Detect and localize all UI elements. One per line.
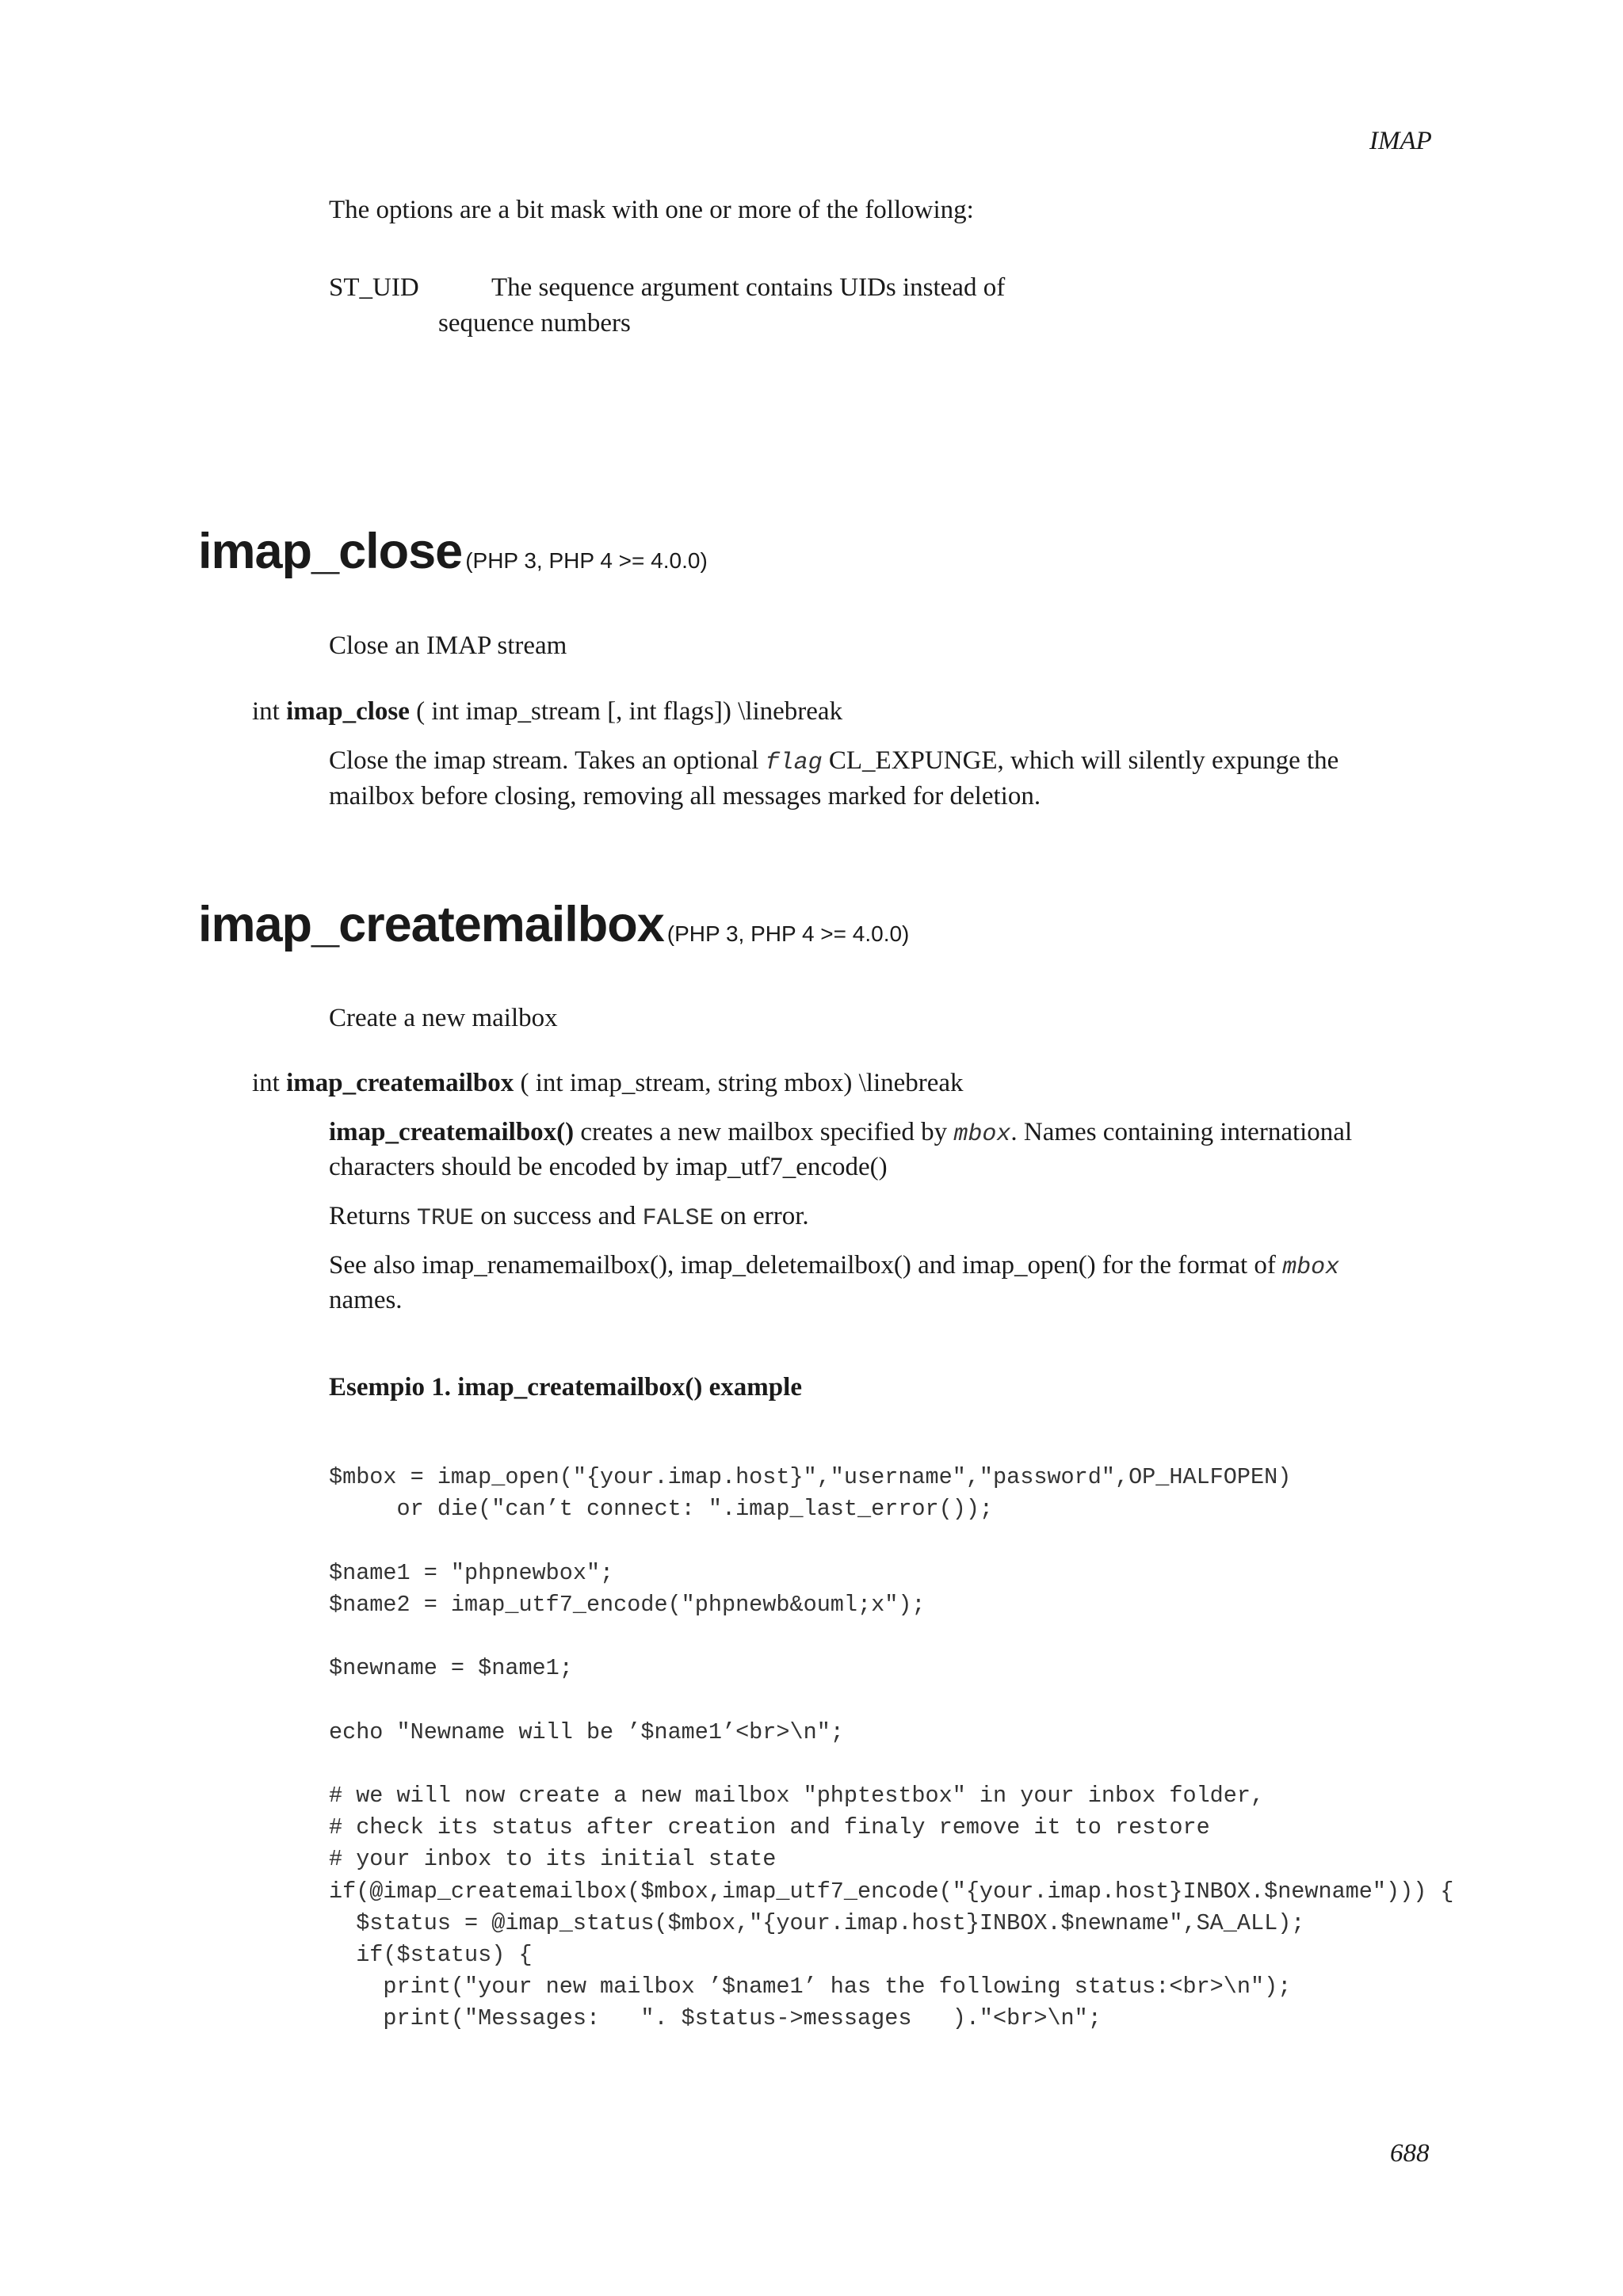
function-description (329, 1118, 1352, 1148)
code-line (329, 1749, 1454, 1780)
imap-close-heading (198, 523, 708, 580)
code-line: print("Messages: ". $status->messages )."<br>\n"; (329, 2005, 1102, 2032)
function-description (329, 746, 1338, 776)
option-description: The sequence argument contains UIDs instead of (491, 273, 1006, 302)
see-also (329, 1251, 1339, 1281)
param-name: mbox (953, 1121, 1011, 1148)
return-values (329, 1202, 809, 1232)
returns-text: Returns (329, 1202, 411, 1230)
running-header: IMAP (1369, 127, 1432, 155)
return-type: int (252, 1069, 280, 1097)
returns-text: on error. (720, 1202, 809, 1230)
desc-text: Close the imap stream. Takes an optional (329, 746, 759, 775)
synopsis-function-name: imap_createmailbox (286, 1069, 514, 1097)
function-description-cont: mailbox before closing, removing all messages marked for deletion. (329, 782, 1041, 810)
code-line: if(@imap_createmailbox($mbox,imap_utf7_encode("{your.imap.host}INBOX.$newname"))) { (329, 1878, 1454, 1905)
code-line: # your inbox to its initial state (329, 1846, 777, 1873)
code-example (329, 1462, 1454, 2035)
code-line: $name2 = imap_utf7_encode("phpnewb&ouml;x"); (329, 1591, 926, 1618)
returns-text: on success and (480, 1202, 636, 1230)
imap-createmailbox-heading (198, 896, 909, 953)
false-constant: FALSE (642, 1205, 714, 1232)
true-constant: TRUE (416, 1205, 474, 1232)
code-line: $mbox = imap_open("{your.imap.host}","username","password",OP_HALFOPEN) (329, 1464, 1292, 1490)
code-line: $status = @imap_status($mbox,"{your.imap.host}INBOX.$newname",SA_ALL); (329, 1909, 1305, 1936)
code-line: $name1 = "phpnewbox"; (329, 1559, 614, 1586)
see-also-text: See also imap_renamemailbox(), imap_deletemailbox() and imap_open() for the format of (329, 1251, 1276, 1280)
desc-text: . Names containing international (1010, 1118, 1353, 1146)
function-purpose: Create a new mailbox (329, 1004, 558, 1032)
desc-text: CL_EXPUNGE, which will silently expunge the (828, 746, 1339, 775)
param-name: flag (765, 749, 823, 776)
option-name: ST_UID (329, 273, 419, 302)
code-line: or die("can’t connect: ".imap_last_error()); (329, 1496, 994, 1523)
example-title: Esempio 1. imap_createmailbox() example (329, 1373, 802, 1402)
code-line: # check its status after creation and finaly remove it to restore (329, 1814, 1210, 1841)
return-type: int (252, 697, 280, 726)
function-synopsis (252, 1069, 964, 1098)
synopsis-function-name: imap_close (286, 697, 410, 726)
desc-text: creates a new mailbox specified by (580, 1118, 948, 1146)
function-title: imap_close (198, 524, 463, 579)
code-line (329, 1525, 1454, 1557)
synopsis-args: ( int imap_stream, string mbox) \linebreak (520, 1069, 964, 1097)
code-line (329, 1621, 1454, 1653)
code-line: # we will now create a new mailbox "phptestbox" in your inbox folder, (329, 1783, 1265, 1810)
see-also-cont: names. (329, 1286, 403, 1314)
code-line (329, 1684, 1454, 1716)
code-line: $newname = $name1; (329, 1655, 573, 1682)
code-line: if($status) { (329, 1942, 533, 1969)
code-line: print("your new mailbox ’$name1’ has the following status:<br>\n"); (329, 1974, 1292, 2000)
synopsis-args: ( int imap_stream [, int flags]) \linebreak (416, 697, 843, 726)
function-description-cont: characters should be encoded by imap_utf7_encode() (329, 1153, 888, 1181)
param-name: mbox (1282, 1254, 1340, 1281)
function-synopsis (252, 697, 842, 727)
version-info: (PHP 3, PHP 4 >= 4.0.0) (666, 921, 910, 946)
function-reference: imap_createmailbox() (329, 1118, 575, 1146)
function-purpose: Close an IMAP stream (329, 631, 567, 660)
page-number: 688 (1390, 2139, 1430, 2168)
version-info: (PHP 3, PHP 4 >= 4.0.0) (465, 548, 708, 573)
option-description-cont: sequence numbers (438, 309, 631, 338)
function-title: imap_createmailbox (198, 897, 664, 952)
code-line: echo "Newname will be ’$name1’<br>\n"; (329, 1718, 844, 1745)
options-intro: The options are a bit mask with one or more of the following: (329, 196, 974, 224)
